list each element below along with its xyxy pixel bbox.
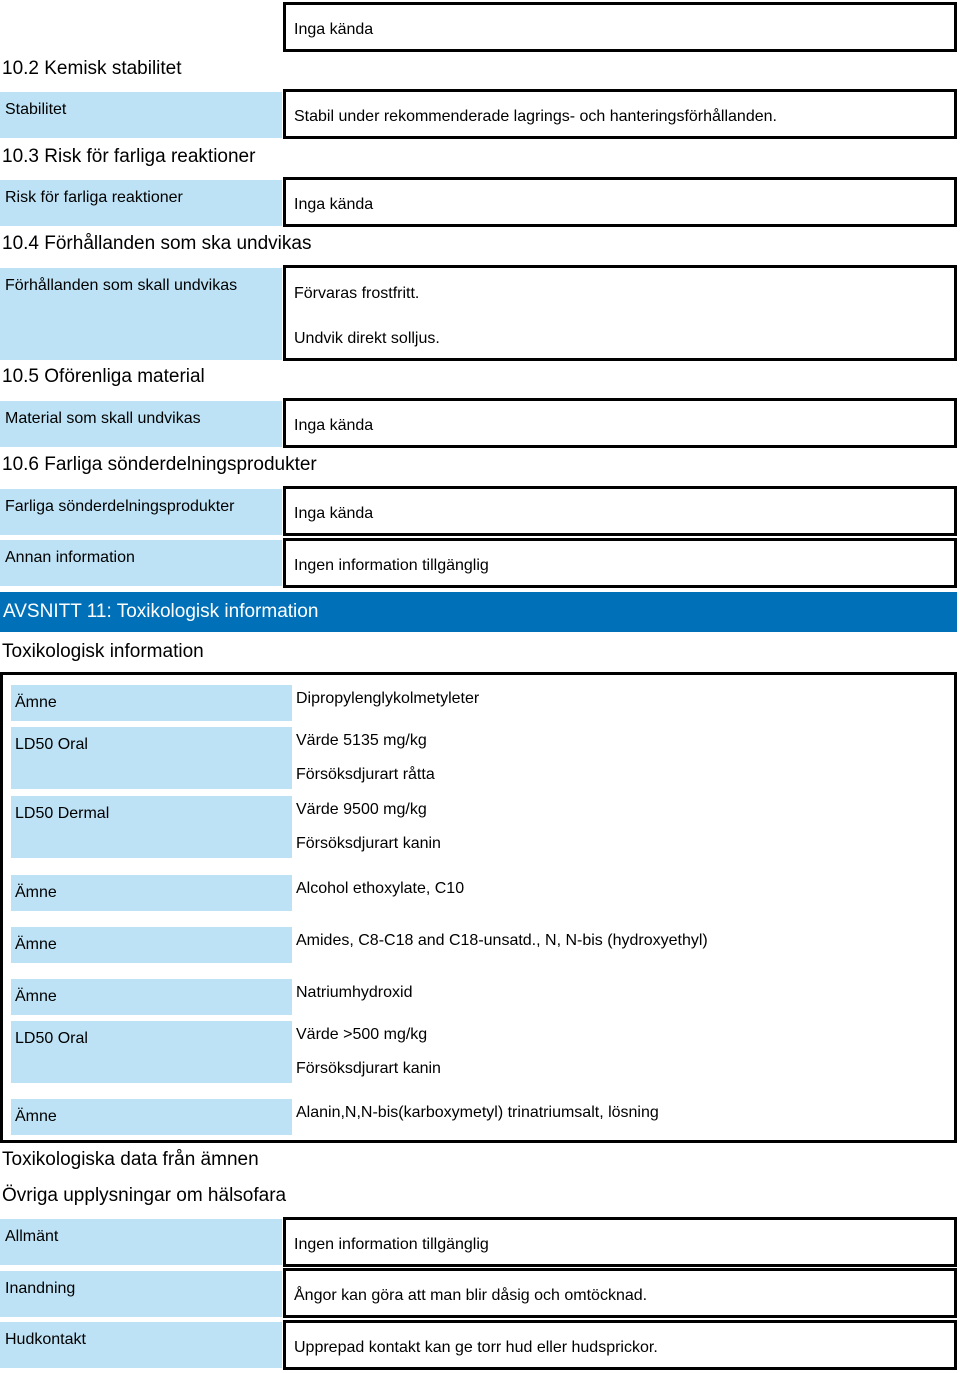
annan-value: Ingen information tillgänglig [294,557,489,574]
substance-name: Alcohol ethoxylate, C10 [296,880,465,897]
tox-table [0,672,957,1143]
risk-value: Inga kända [294,196,374,213]
farliga-label: Farliga sönderdelningsprodukter [0,489,282,535]
stabilitet-value: Stabil under rekommenderade lagrings- och hanteringsförhållanden. [294,108,777,125]
top-value: Inga kända [294,21,374,38]
tox-species: Försöksdjurart kanin [296,1060,441,1077]
material-value-box [283,398,957,448]
tox-label: LD50 Dermal [11,796,292,858]
section-11-banner: AVSNITT 11: Toxikologisk information [0,592,957,632]
material-value: Inga kända [294,417,374,434]
tox-label: LD50 Oral [11,727,292,789]
allmant-value-box [283,1217,957,1267]
heading-10-6: 10.6 Farliga sönderdelningsprodukter [2,454,317,475]
tox-label: Ämne [11,875,292,911]
ovriga-heading: Övriga upplysningar om hälsofara [2,1185,287,1206]
substance-name: Natriumhydroxid [296,984,413,1001]
inandning-label: Inandning [0,1271,282,1317]
annan-value-box [283,538,957,588]
heading-10-3: 10.3 Risk för farliga reaktioner [2,146,256,167]
allmant-label: Allmänt [0,1219,282,1265]
forhallanden-label: Förhållanden som skall undvikas [0,268,282,360]
forhallanden-value-1: Förvaras frostfritt. [294,285,420,302]
farliga-value: Inga kända [294,505,374,522]
tox-label: LD50 Oral [11,1021,292,1083]
hudkontakt-value: Upprepad kontakt kan ge torr hud eller hudsprickor. [294,1339,658,1356]
annan-label: Annan information [0,540,282,586]
tox-data-heading: Toxikologiska data från ämnen [2,1149,259,1170]
heading-10-4: 10.4 Förhållanden som ska undvikas [2,233,312,254]
substance-name: Dipropylenglykolmetyleter [296,690,480,707]
tox-label: Ämne [11,1099,292,1135]
substance-name: Alanin,N,N-bis(karboxymetyl) trinatriumsalt, lösning [296,1104,659,1121]
hudkontakt-label: Hudkontakt [0,1322,282,1368]
farliga-value-box [283,486,957,536]
tox-species: Försöksdjurart råtta [296,766,435,783]
risk-value-box [283,177,957,227]
tox-value: Värde >500 mg/kg [296,1026,428,1043]
tox-label: Ämne [11,979,292,1015]
risk-label: Risk för farliga reaktioner [0,180,282,226]
material-label: Material som skall undvikas [0,401,282,447]
allmant-value: Ingen information tillgänglig [294,1236,489,1253]
tox-species: Försöksdjurart kanin [296,835,441,852]
heading-10-5: 10.5 Oförenliga material [2,366,205,387]
stabilitet-value-box [283,89,957,139]
heading-10-2: 10.2 Kemisk stabilitet [2,58,182,79]
substance-name: Amides, C8-C18 and C18-unsatd., N, N-bis (hydroxyethyl) [296,932,708,949]
tox-label: Ämne [11,927,292,963]
hudkontakt-value-box [283,1320,957,1370]
forhallanden-value-2: Undvik direkt solljus. [294,330,440,347]
stabilitet-label: Stabilitet [0,92,282,138]
tox-heading: Toxikologisk information [2,641,204,662]
inandning-value: Ångor kan göra att man blir dåsig och omtöcknad. [294,1287,648,1304]
inandning-value-box [283,1268,957,1318]
forhallanden-value-box [283,265,957,361]
top-value-box [283,2,957,52]
tox-value: Värde 5135 mg/kg [296,732,427,749]
tox-label: Ämne [11,685,292,721]
tox-value: Värde 9500 mg/kg [296,801,427,818]
